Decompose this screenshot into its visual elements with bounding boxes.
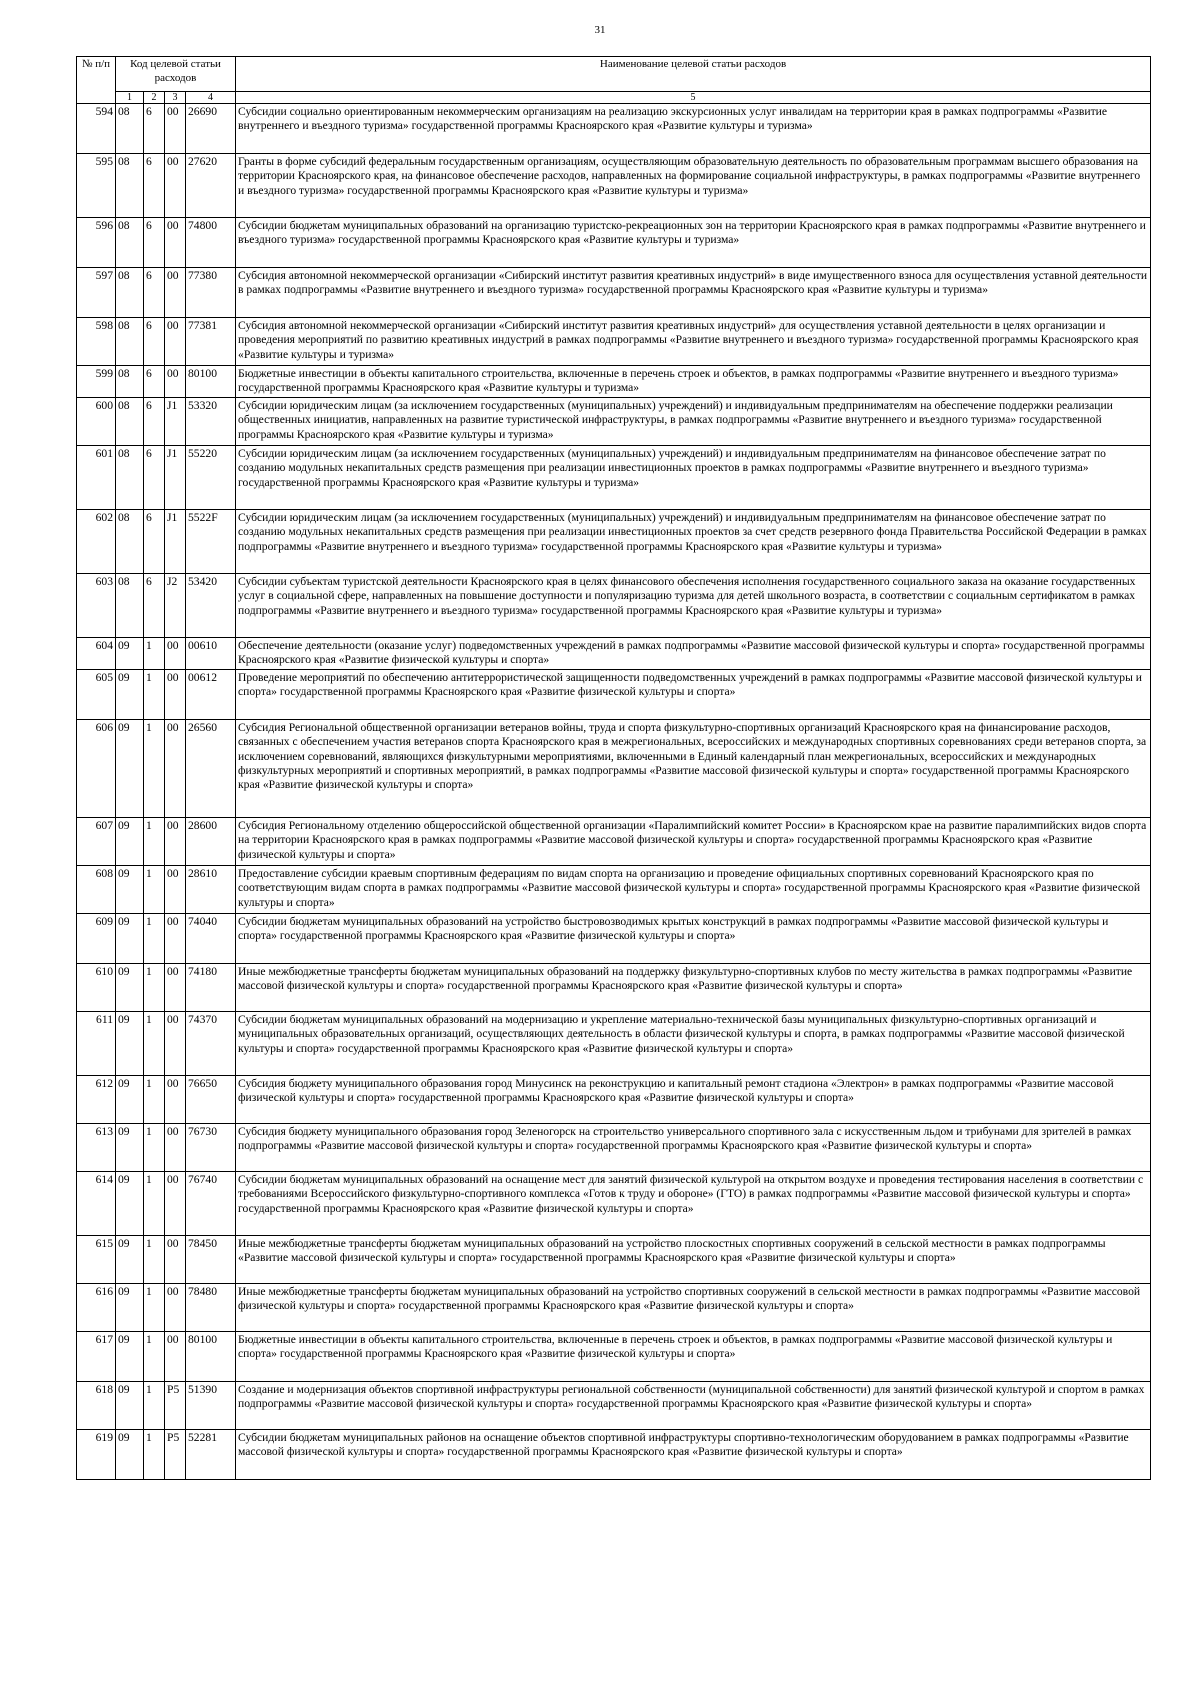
code-part-3: 00 xyxy=(165,670,186,720)
code-part-2: 1 xyxy=(144,964,165,1012)
row-number: 607 xyxy=(77,818,116,866)
code-part-2: 6 xyxy=(144,154,165,218)
code-part-1: 08 xyxy=(116,510,144,574)
code-part-1: 08 xyxy=(116,154,144,218)
code-part-4: 78450 xyxy=(186,1236,236,1284)
row-number: 612 xyxy=(77,1076,116,1124)
expense-item-name: Субсидия автономной некоммерческой организации «Сибирский институт развития креативных индустрий» для осуществления уставной деятельности в целях организации и проведения мероприятий по развитию креативных индустрий в рамках подпрограммы «Развитие внутреннего и въездного туризма» государственной программы Красноярского края «Развитие культуры и туризма» xyxy=(236,318,1151,366)
column-number-1: 1 xyxy=(116,92,144,104)
code-part-3: 00 xyxy=(165,218,186,268)
table-row xyxy=(77,964,1151,1012)
code-part-1: 09 xyxy=(116,964,144,1012)
row-number: 605 xyxy=(77,670,116,720)
code-part-2: 6 xyxy=(144,366,165,398)
code-part-4: 80100 xyxy=(186,366,236,398)
code-part-1: 09 xyxy=(116,1284,144,1332)
code-part-3: 00 xyxy=(165,366,186,398)
header-name: Наименование целевой статьи расходов xyxy=(236,57,1151,92)
code-part-4: 51390 xyxy=(186,1382,236,1430)
row-number: 604 xyxy=(77,638,116,670)
table-row xyxy=(77,318,1151,366)
row-number: 600 xyxy=(77,398,116,446)
row-number: 618 xyxy=(77,1382,116,1430)
code-part-2: 6 xyxy=(144,398,165,446)
code-part-1: 08 xyxy=(116,104,144,154)
code-part-4: 53320 xyxy=(186,398,236,446)
code-part-3: 00 xyxy=(165,914,186,964)
expense-item-name: Субсидии юридическим лицам (за исключением государственных (муниципальных) учреждений) и индивидуальным предпринимателям на финансовое обеспечение затрат по созданию модульных некапитальных средств размещения при реализации инвестиционных проектов за счет средств резервного фонда Правительства Российской Федерации в рамках подпрограммы «Развитие внутреннего и въездного туризма» государственной программы Красноярского края «Развитие культуры и туризма» xyxy=(236,510,1151,574)
table-row xyxy=(77,670,1151,720)
code-part-3: J1 xyxy=(165,398,186,446)
code-part-2: 1 xyxy=(144,720,165,818)
code-part-2: 6 xyxy=(144,268,165,318)
page-number: 31 xyxy=(594,24,606,36)
row-number: 597 xyxy=(77,268,116,318)
table-row xyxy=(77,818,1151,866)
code-part-2: 6 xyxy=(144,510,165,574)
expense-item-name: Субсидии бюджетам муниципальных образований на устройство быстровозводимых крытых конструкций в рамках подпрограммы «Развитие массовой физической культуры и спорта» государственной программы Красноярского края «Развитие физической культуры и спорта» xyxy=(236,914,1151,964)
code-part-1: 09 xyxy=(116,1382,144,1430)
code-part-4: 76730 xyxy=(186,1124,236,1172)
code-part-4: 77381 xyxy=(186,318,236,366)
table-row xyxy=(77,104,1151,154)
code-part-4: 28610 xyxy=(186,866,236,914)
expense-item-name: Иные межбюджетные трансферты бюджетам муниципальных образований на устройство спортивных сооружений в сельской местности в рамках подпрограммы «Развитие массовой физической культуры и спорта» государственной программы Красноярского края «Развитие физической культуры и спорта» xyxy=(236,1284,1151,1332)
code-part-4: 53420 xyxy=(186,574,236,638)
code-part-2: 1 xyxy=(144,1430,165,1480)
column-number-3: 3 xyxy=(165,92,186,104)
table-row xyxy=(77,574,1151,638)
code-part-1: 09 xyxy=(116,670,144,720)
table-row xyxy=(77,866,1151,914)
code-part-3: 00 xyxy=(165,154,186,218)
code-part-4: 74180 xyxy=(186,964,236,1012)
row-number: 615 xyxy=(77,1236,116,1284)
code-part-3: J2 xyxy=(165,574,186,638)
code-part-4: 27620 xyxy=(186,154,236,218)
table-row xyxy=(77,720,1151,818)
code-part-1: 09 xyxy=(116,1012,144,1076)
expense-item-name: Субсидии бюджетам муниципальных образований на организацию туристско-рекреационных зон на территории Красноярского края в рамках подпрограммы «Развитие внутреннего и въездного туризма» государственной программы Красноярского края «Развитие культуры и туризма» xyxy=(236,218,1151,268)
code-part-2: 6 xyxy=(144,318,165,366)
code-part-3: J1 xyxy=(165,510,186,574)
code-part-2: 1 xyxy=(144,866,165,914)
budget-items-table xyxy=(76,56,1151,1480)
expense-item-name: Гранты в форме субсидий федеральным государственным организациям, осуществляющим образовательную деятельность по образовательным программам высшего образования на территории Красноярского края, на финансовое обеспечение расходов, направленных на формирование социальной инфраструктуры, в рамках подпрограммы «Развитие внутреннего и въездного туризма» государственной программы Красноярского края «Развитие культуры и туризма» xyxy=(236,154,1151,218)
column-number-5: 5 xyxy=(236,92,1151,104)
code-part-1: 08 xyxy=(116,446,144,510)
code-part-2: 6 xyxy=(144,446,165,510)
column-number-4: 4 xyxy=(186,92,236,104)
code-part-1: 09 xyxy=(116,720,144,818)
expense-item-name: Субсидии социально ориентированным некоммерческим организациям на реализацию экскурсионных услуг инвалидам на территории края в рамках подпрограммы «Развитие внутреннего и въездного туризма» государственной программы Красноярского края «Развитие культуры и туризма» xyxy=(236,104,1151,154)
expense-item-name: Предоставление субсидии краевым спортивным федерациям по видам спорта на организацию и проведение официальных спортивных соревнований Красноярского края по соответствующим видам спорта в рамках подпрограммы «Развитие массовой физической культуры и спорта» государственной программы Красноярского края «Развитие физической культуры и спорта» xyxy=(236,866,1151,914)
row-number: 619 xyxy=(77,1430,116,1480)
row-number: 617 xyxy=(77,1332,116,1382)
code-part-3: 00 xyxy=(165,1172,186,1236)
expense-item-name: Субсидии бюджетам муниципальных районов на оснащение объектов спортивной инфраструктуры спортивно-технологическим оборудованием в рамках подпрограммы «Развитие массовой физической культуры и спорта» государственной программы Красноярского края «Развитие физической культуры и спорта» xyxy=(236,1430,1151,1480)
row-number: 606 xyxy=(77,720,116,818)
code-part-4: 74800 xyxy=(186,218,236,268)
code-part-1: 09 xyxy=(116,1172,144,1236)
table-row xyxy=(77,1332,1151,1382)
expense-item-name: Создание и модернизация объектов спортивной инфраструктуры региональной собственности (муниципальной собственности) для занятий физической культурой и спортом в рамках подпрограммы «Развитие массовой физической культуры и спорта» государственной программы Красноярского края «Развитие физической культуры и спорта» xyxy=(236,1382,1151,1430)
code-part-3: J1 xyxy=(165,446,186,510)
code-part-4: 00610 xyxy=(186,638,236,670)
code-part-3: 00 xyxy=(165,818,186,866)
code-part-1: 08 xyxy=(116,318,144,366)
code-part-1: 08 xyxy=(116,218,144,268)
row-number: 599 xyxy=(77,366,116,398)
code-part-2: 1 xyxy=(144,914,165,964)
table-row xyxy=(77,1012,1151,1076)
code-part-3: 00 xyxy=(165,268,186,318)
code-part-4: 77380 xyxy=(186,268,236,318)
code-part-3: 00 xyxy=(165,638,186,670)
code-part-3: 00 xyxy=(165,1332,186,1382)
expense-item-name: Проведение мероприятий по обеспечению антитеррористической защищенности подведомственных учреждений в рамках подпрограммы «Развитие массовой физической культуры и спорта» государственной программы Красноярского края «Развитие физической культуры и спорта» xyxy=(236,670,1151,720)
code-part-1: 09 xyxy=(116,1332,144,1382)
table-body xyxy=(77,104,1151,1480)
code-part-4: 55220 xyxy=(186,446,236,510)
expense-item-name: Субсидия бюджету муниципального образования город Зеленогорск на строительство универсального спортивного зала с искусственным льдом и трибунами для зрителей в рамках подпрограммы «Развитие массовой физической культуры и спорта» государственной программы Красноярского края «Развитие физической культуры и спорта» xyxy=(236,1124,1151,1172)
code-part-2: 1 xyxy=(144,1382,165,1430)
table-row xyxy=(77,154,1151,218)
row-number: 601 xyxy=(77,446,116,510)
row-number: 611 xyxy=(77,1012,116,1076)
table-row xyxy=(77,1430,1151,1480)
code-part-2: 1 xyxy=(144,638,165,670)
table-row xyxy=(77,1382,1151,1430)
expense-item-name: Иные межбюджетные трансферты бюджетам муниципальных образований на устройство плоскостных спортивных сооружений в сельской местности в рамках подпрограммы «Развитие массовой физической культуры и спорта» государственной программы Красноярского края «Развитие физической культуры и спорта» xyxy=(236,1236,1151,1284)
table-row xyxy=(77,218,1151,268)
code-part-3: P5 xyxy=(165,1430,186,1480)
row-number: 594 xyxy=(77,104,116,154)
table-row xyxy=(77,366,1151,398)
code-part-3: 00 xyxy=(165,1124,186,1172)
code-part-3: 00 xyxy=(165,1012,186,1076)
table-row xyxy=(77,914,1151,964)
row-number: 616 xyxy=(77,1284,116,1332)
row-number: 614 xyxy=(77,1172,116,1236)
code-part-4: 74040 xyxy=(186,914,236,964)
row-number: 609 xyxy=(77,914,116,964)
code-part-4: 00612 xyxy=(186,670,236,720)
code-part-1: 09 xyxy=(116,818,144,866)
expense-item-name: Субсидия бюджету муниципального образования город Минусинск на реконструкцию и капитальный ремонт стадиона «Электрон» в рамках подпрограммы «Развитие массовой физической культуры и спорта» государственной программы Красноярского края «Развитие физической культуры и спорта» xyxy=(236,1076,1151,1124)
code-part-2: 1 xyxy=(144,1124,165,1172)
row-number: 608 xyxy=(77,866,116,914)
table-row xyxy=(77,1124,1151,1172)
table-row xyxy=(77,398,1151,446)
code-part-1: 08 xyxy=(116,398,144,446)
table-row xyxy=(77,1236,1151,1284)
code-part-3: 00 xyxy=(165,104,186,154)
row-number: 603 xyxy=(77,574,116,638)
expense-item-name: Бюджетные инвестиции в объекты капитального строительства, включенные в перечень строек и объектов, в рамках подпрограммы «Развитие внутреннего и въездного туризма» государственной программы Красноярского края «Развитие культуры и туризма» xyxy=(236,366,1151,398)
column-number-2: 2 xyxy=(144,92,165,104)
table-row xyxy=(77,1076,1151,1124)
expense-item-name: Субсидии бюджетам муниципальных образований на оснащение мест для занятий физической культурой на открытом воздухе и проведения тестирования населения в соответствии с требованиями Всероссийского физкультурно-спортивного комплекса «Готов к труду и обороне» (ГТО) в рамках подпрограммы «Развитие массовой физической культуры и спорта» государственной программы Красноярского края «Развитие физической культуры и спорта» xyxy=(236,1172,1151,1236)
code-part-2: 1 xyxy=(144,1012,165,1076)
code-part-4: 78480 xyxy=(186,1284,236,1332)
header-number: № п/п xyxy=(77,57,116,104)
expense-item-name: Субсидии бюджетам муниципальных образований на модернизацию и укрепление материально-технической базы муниципальных физкультурно-спортивных организаций и муниципальных образовательных организаций, осуществляющих деятельность в области физической культуры и спорта, в рамках подпрограммы «Развитие массовой физической культуры и спорта» государственной программы Красноярского края «Развитие физической культуры и спорта» xyxy=(236,1012,1151,1076)
expense-item-name: Бюджетные инвестиции в объекты капитального строительства, включенные в перечень строек и объектов, в рамках подпрограммы «Развитие массовой физической культуры и спорта» государственной программы Красноярского края «Развитие физической культуры и спорта» xyxy=(236,1332,1151,1382)
expense-item-name: Субсидии юридическим лицам (за исключением государственных (муниципальных) учреждений) и индивидуальным предпринимателям на обеспечение поддержки реализации общественных инициатив, направленных на развитие туристической инфраструктуры, в рамках подпрограммы «Развитие внутреннего и въездного туризма» государственной программы Красноярского края «Развитие культуры и туризма» xyxy=(236,398,1151,446)
row-number: 602 xyxy=(77,510,116,574)
code-part-3: 00 xyxy=(165,1076,186,1124)
table-row xyxy=(77,446,1151,510)
code-part-1: 09 xyxy=(116,1430,144,1480)
code-part-1: 09 xyxy=(116,866,144,914)
code-part-2: 6 xyxy=(144,218,165,268)
code-part-4: 80100 xyxy=(186,1332,236,1382)
code-part-2: 1 xyxy=(144,1172,165,1236)
code-part-1: 08 xyxy=(116,268,144,318)
code-part-2: 1 xyxy=(144,1332,165,1382)
row-number: 610 xyxy=(77,964,116,1012)
code-part-1: 09 xyxy=(116,1236,144,1284)
code-part-2: 1 xyxy=(144,1236,165,1284)
code-part-4: 5522F xyxy=(186,510,236,574)
table-row xyxy=(77,268,1151,318)
table-row xyxy=(77,1172,1151,1236)
code-part-4: 26690 xyxy=(186,104,236,154)
code-part-2: 1 xyxy=(144,1076,165,1124)
code-part-3: P5 xyxy=(165,1382,186,1430)
code-part-1: 09 xyxy=(116,638,144,670)
code-part-1: 08 xyxy=(116,574,144,638)
code-part-2: 1 xyxy=(144,670,165,720)
code-part-4: 28600 xyxy=(186,818,236,866)
expense-item-name: Иные межбюджетные трансферты бюджетам муниципальных образований на поддержку физкультурно-спортивных клубов по месту жительства в рамках подпрограммы «Развитие массовой физической культуры и спорта» государственной программы Красноярского края «Развитие физической культуры и спорта» xyxy=(236,964,1151,1012)
code-part-2: 6 xyxy=(144,104,165,154)
code-part-3: 00 xyxy=(165,1236,186,1284)
code-part-4: 74370 xyxy=(186,1012,236,1076)
expense-item-name: Субсидия автономной некоммерческой организации «Сибирский институт развития креативных индустрий» в виде имущественного взноса для осуществления уставной деятельности в рамках подпрограммы «Развитие внутреннего и въездного туризма» государственной программы Красноярского края «Развитие культуры и туризма» xyxy=(236,268,1151,318)
expense-item-name: Субсидии субъектам туристской деятельности Красноярского края в целях финансового обеспечения исполнения государственного социального заказа на оказание государственных услуг в социальной сфере, направленных на повышение доступности и популяризацию туризма для детей школьного возраста, в соответствии с социальным сертификатом в рамках подпрограммы «Развитие внутреннего и въездного туризма» государственной программы Красноярского края «Развитие культуры и туризма» xyxy=(236,574,1151,638)
expense-item-name: Субсидия Региональному отделению общероссийской общественной организации «Паралимпийский комитет России» в Красноярском крае на развитие паралимпийских видов спорта на территории Красноярского края в рамках подпрограммы «Развитие массовой физической культуры и спорта» государственной программы Красноярского края «Развитие физической культуры и спорта» xyxy=(236,818,1151,866)
table-row xyxy=(77,638,1151,670)
code-part-4: 76740 xyxy=(186,1172,236,1236)
code-part-4: 26560 xyxy=(186,720,236,818)
code-part-2: 6 xyxy=(144,574,165,638)
code-part-4: 52281 xyxy=(186,1430,236,1480)
code-part-2: 1 xyxy=(144,1284,165,1332)
row-number: 595 xyxy=(77,154,116,218)
expense-item-name: Обеспечение деятельности (оказание услуг) подведомственных учреждений в рамках подпрограммы «Развитие массовой физической культуры и спорта» государственной программы Красноярского края «Развитие физической культуры и спорта» xyxy=(236,638,1151,670)
table-row xyxy=(77,1284,1151,1332)
code-part-3: 00 xyxy=(165,720,186,818)
expense-item-name: Субсидия Региональной общественной организации ветеранов войны, труда и спорта физкультурно-спортивных организаций Красноярского края на финансирование расходов, связанных с обеспечением участия ветеранов спорта Красноярского края в межрегиональных, всероссийских и международных спортивных соревнованиях среди ветеранов спорта, за исключением соревнований, являющихся физкультурными мероприятиями, включенными в Единый календарный план межрегиональных, всероссийских и международных физкультурных мероприятий и спортивных мероприятий, в рамках подпрограммы «Развитие массовой физической культуры и спорта» государственной программы Красноярского края «Развитие физической культуры и спорта» xyxy=(236,720,1151,818)
code-part-3: 00 xyxy=(165,318,186,366)
header-code: Код целевой статьи расходов xyxy=(116,57,236,92)
code-part-2: 1 xyxy=(144,818,165,866)
code-part-4: 76650 xyxy=(186,1076,236,1124)
row-number: 596 xyxy=(77,218,116,268)
row-number: 613 xyxy=(77,1124,116,1172)
code-part-1: 09 xyxy=(116,914,144,964)
code-part-3: 00 xyxy=(165,964,186,1012)
expense-item-name: Субсидии юридическим лицам (за исключением государственных (муниципальных) учреждений) и индивидуальным предпринимателям на финансовое обеспечение затрат по созданию модульных некапитальных средств размещения при реализации инвестиционных проектов в рамках подпрограммы «Развитие внутреннего и въездного туризма» государственной программы Красноярского края «Развитие культуры и туризма» xyxy=(236,446,1151,510)
code-part-3: 00 xyxy=(165,866,186,914)
code-part-1: 09 xyxy=(116,1124,144,1172)
table-row xyxy=(77,510,1151,574)
code-part-1: 09 xyxy=(116,1076,144,1124)
row-number: 598 xyxy=(77,318,116,366)
code-part-1: 08 xyxy=(116,366,144,398)
code-part-3: 00 xyxy=(165,1284,186,1332)
